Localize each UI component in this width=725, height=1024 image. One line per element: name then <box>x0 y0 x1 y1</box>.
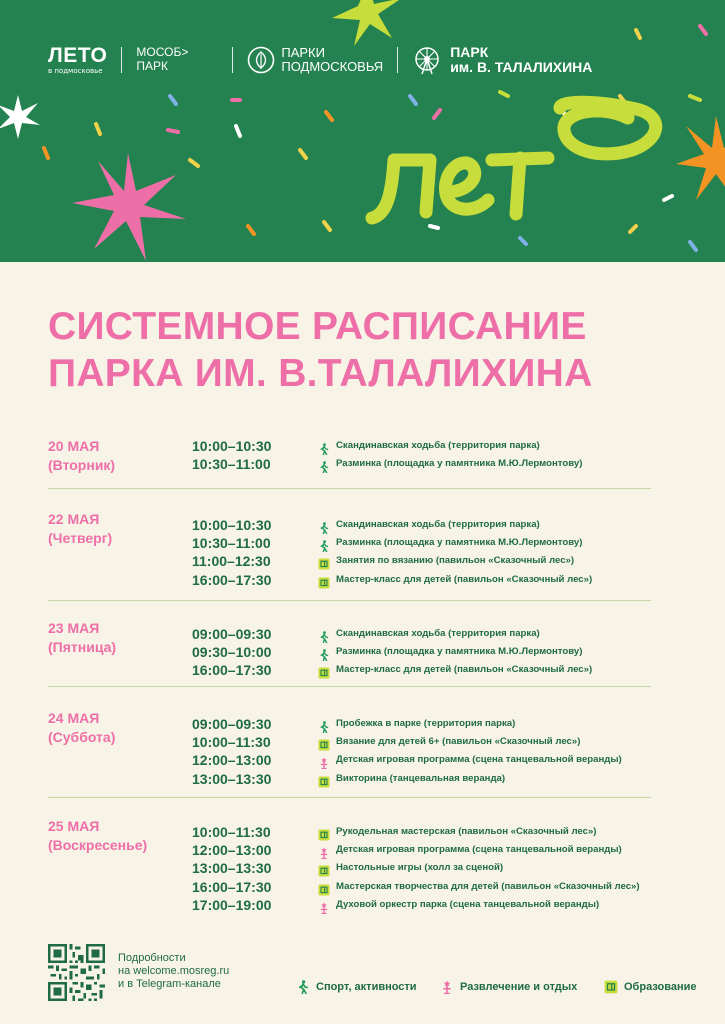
education-icon <box>318 884 330 896</box>
parki-logo-line1: ПАРКИ <box>281 44 325 60</box>
sport-icon <box>318 458 330 470</box>
day-date: 20 МАЯ <box>48 438 100 454</box>
mosobpark-logo-line2: ПАРК <box>136 59 169 73</box>
entertainment-icon <box>440 980 454 994</box>
event-description: Мастер-класс для детей (павильон «Сказочный лес») <box>336 573 593 585</box>
sport-icon <box>318 649 330 661</box>
event-description: Вязание для детей 6+ (павильон «Сказочный лес») <box>336 736 581 748</box>
schedule-event-row <box>48 878 651 896</box>
education-icon <box>318 664 330 676</box>
sport-icon <box>318 461 330 473</box>
logo-divider <box>121 47 122 73</box>
entertainment-icon <box>318 844 330 856</box>
sport-icon <box>318 522 330 534</box>
sport-icon <box>318 443 330 455</box>
education-icon <box>318 667 330 679</box>
schedule-event-row <box>48 661 651 679</box>
ferris-wheel-icon <box>412 45 442 75</box>
schedule-event-row <box>48 751 651 769</box>
schedule-event-row <box>48 625 651 643</box>
event-time: 10:30–11:00 <box>192 535 271 552</box>
day-date: 25 МАЯ <box>48 818 100 834</box>
legend-item <box>604 980 697 994</box>
event-description: Мастерская творчества для детей (павильон «Сказочный лес») <box>336 880 640 892</box>
park-logo-line1: ПАРК <box>450 43 489 60</box>
entertainment-icon <box>318 754 330 766</box>
event-description: Скандинавская ходьба (территория парка) <box>336 519 540 530</box>
education-icon <box>318 829 330 841</box>
sport-icon <box>318 540 330 552</box>
education-icon <box>318 577 330 589</box>
schedule-event-row <box>48 455 651 473</box>
day-divider <box>48 488 651 489</box>
event-description: Пробежка в парке (территория парка) <box>336 718 516 729</box>
leto-logo-subtitle: в подмосковье <box>48 67 103 75</box>
event-description: Занятия по вязанию (павильон «Сказочный лес») <box>336 555 575 567</box>
legend-label: Спорт, активности <box>316 981 417 993</box>
sport-icon <box>318 628 330 640</box>
event-description: Скандинавская ходьба (территория парка) <box>336 628 540 639</box>
schedule-event-row <box>48 516 651 534</box>
day-weekday: (Пятница) <box>48 639 117 655</box>
day-date: 23 МАЯ <box>48 620 100 636</box>
entertainment-icon <box>318 847 330 859</box>
park-talalikhina-logo <box>412 45 592 76</box>
event-description: Разминка (площадка у памятника М.Ю.Лермонтову) <box>336 458 583 470</box>
day-divider <box>48 797 651 798</box>
event-description: Детская игровая программа (сцена танцевальной веранды) <box>336 754 622 766</box>
mosobpark-logo <box>136 46 188 74</box>
sport-icon <box>318 718 330 730</box>
education-icon <box>318 736 330 748</box>
education-icon <box>318 555 330 567</box>
event-time: 10:00–10:30 <box>192 438 272 454</box>
education-icon <box>604 980 618 994</box>
event-description: Скандинавская ходьба (территория парка) <box>336 440 540 451</box>
mosobpark-logo-line1: МОСОБ> <box>136 45 189 60</box>
schedule-event-row <box>48 534 651 552</box>
event-description: Мастер-класс для детей (павильон «Сказочный лес») <box>336 664 593 676</box>
event-description: Разминка (площадка у памятника М.Ю.Лермонтову) <box>336 646 583 658</box>
event-time: 16:00–17:30 <box>192 662 272 679</box>
event-time: 10:00–11:30 <box>192 734 271 751</box>
schedule-event-row <box>48 552 651 570</box>
event-time: 12:00–13:00 <box>192 752 272 769</box>
schedule-event-row <box>48 733 651 751</box>
sport-icon <box>318 721 330 733</box>
schedule-event-row <box>48 823 651 841</box>
schedule-event-row <box>48 715 651 733</box>
page-title <box>48 303 688 397</box>
logo-divider <box>232 47 233 73</box>
leaf-circle-icon <box>247 46 275 74</box>
sport-icon <box>318 646 330 658</box>
logo-divider <box>397 47 398 73</box>
education-icon <box>318 865 330 877</box>
event-description: Детская игровая программа (сцена танцевальной веранды) <box>336 844 622 856</box>
day-weekday: (Суббота) <box>48 729 116 745</box>
education-icon <box>318 574 330 586</box>
event-time: 12:00–13:00 <box>192 842 272 859</box>
day-date: 24 МАЯ <box>48 710 100 726</box>
event-time: 16:00–17:30 <box>192 878 272 895</box>
event-time: 17:00–19:00 <box>192 896 272 913</box>
education-icon <box>318 826 330 838</box>
day-date: 22 МАЯ <box>48 511 100 527</box>
event-description: Настольные игры (холл за сценой) <box>336 862 504 874</box>
event-time: 09:00–09:30 <box>192 626 272 642</box>
schedule-event-row <box>48 859 651 877</box>
event-time: 10:00–10:30 <box>192 517 272 533</box>
park-logo-line2: им. В. ТАЛАЛИХИНА <box>450 59 593 75</box>
day-divider <box>48 686 651 687</box>
day-weekday: (Вторник) <box>48 457 116 473</box>
schedule-event-row <box>48 437 651 455</box>
event-description: Рукодельная мастерская (павильон «Сказочный лес») <box>336 826 597 837</box>
sport-icon <box>318 440 330 452</box>
day-weekday: (Четверг) <box>48 530 113 546</box>
event-description: Духовой оркестр парка (сцена танцевальной веранды) <box>336 898 600 910</box>
legend-item <box>296 980 417 994</box>
entertainment-icon <box>318 902 330 914</box>
entertainment-icon <box>318 757 330 769</box>
info-note-line2[interactable]: на welcome.mosreg.ru <box>118 965 230 977</box>
event-time: 13:00–13:30 <box>192 860 272 877</box>
entertainment-icon <box>318 899 330 911</box>
parki-logo-line2: ПОДМОСКОВЬЯ <box>281 59 384 74</box>
page-title-line1: СИСТЕМНОЕ РАСПИСАНИЕ <box>48 305 587 348</box>
qr-code[interactable] <box>48 944 105 1001</box>
legend-item <box>440 980 577 994</box>
schedule-event-row <box>48 896 651 914</box>
info-note <box>118 952 229 991</box>
sport-icon <box>318 537 330 549</box>
page-title-line2: ПАРКА ИМ. В.ТАЛАЛИХИНА <box>48 352 593 395</box>
event-time: 10:00–11:30 <box>192 824 271 840</box>
parki-podmoskovya-logo <box>247 46 383 75</box>
schedule-event-row <box>48 841 651 859</box>
event-time: 10:30–11:00 <box>192 456 271 473</box>
header-banner <box>0 0 725 262</box>
sport-icon <box>318 519 330 531</box>
event-description: Викторина (танцевальная веранда) <box>336 772 506 784</box>
info-note-line1: Подробности <box>118 952 186 964</box>
event-time: 11:00–12:30 <box>192 553 271 570</box>
legend-label: Развлечение и отдых <box>460 981 578 993</box>
sport-icon <box>318 631 330 643</box>
schedule-event-row <box>48 643 651 661</box>
event-time: 16:00–17:30 <box>192 571 272 588</box>
sport-icon <box>296 980 310 994</box>
education-icon <box>318 773 330 785</box>
education-icon <box>318 862 330 874</box>
education-icon <box>318 881 330 893</box>
day-weekday: (Воскресенье) <box>48 837 148 853</box>
leto-logo-title: ЛЕТО <box>48 44 108 67</box>
event-time: 09:30–10:00 <box>192 644 272 661</box>
day-divider <box>48 600 651 601</box>
footer <box>0 940 725 1024</box>
schedule-event-row <box>48 571 651 589</box>
education-icon <box>318 776 330 788</box>
legend-label: Образование <box>624 981 697 993</box>
event-time: 13:00–13:30 <box>192 770 272 787</box>
partner-logos <box>48 40 592 80</box>
event-description: Разминка (площадка у памятника М.Ю.Лермонтову) <box>336 537 583 549</box>
event-time: 09:00–09:30 <box>192 716 272 732</box>
education-icon <box>318 558 330 570</box>
info-note-line3: и в Telegram-канале <box>118 978 221 990</box>
education-icon <box>318 739 330 751</box>
schedule-event-row <box>48 770 651 788</box>
leto-logo <box>48 45 107 75</box>
